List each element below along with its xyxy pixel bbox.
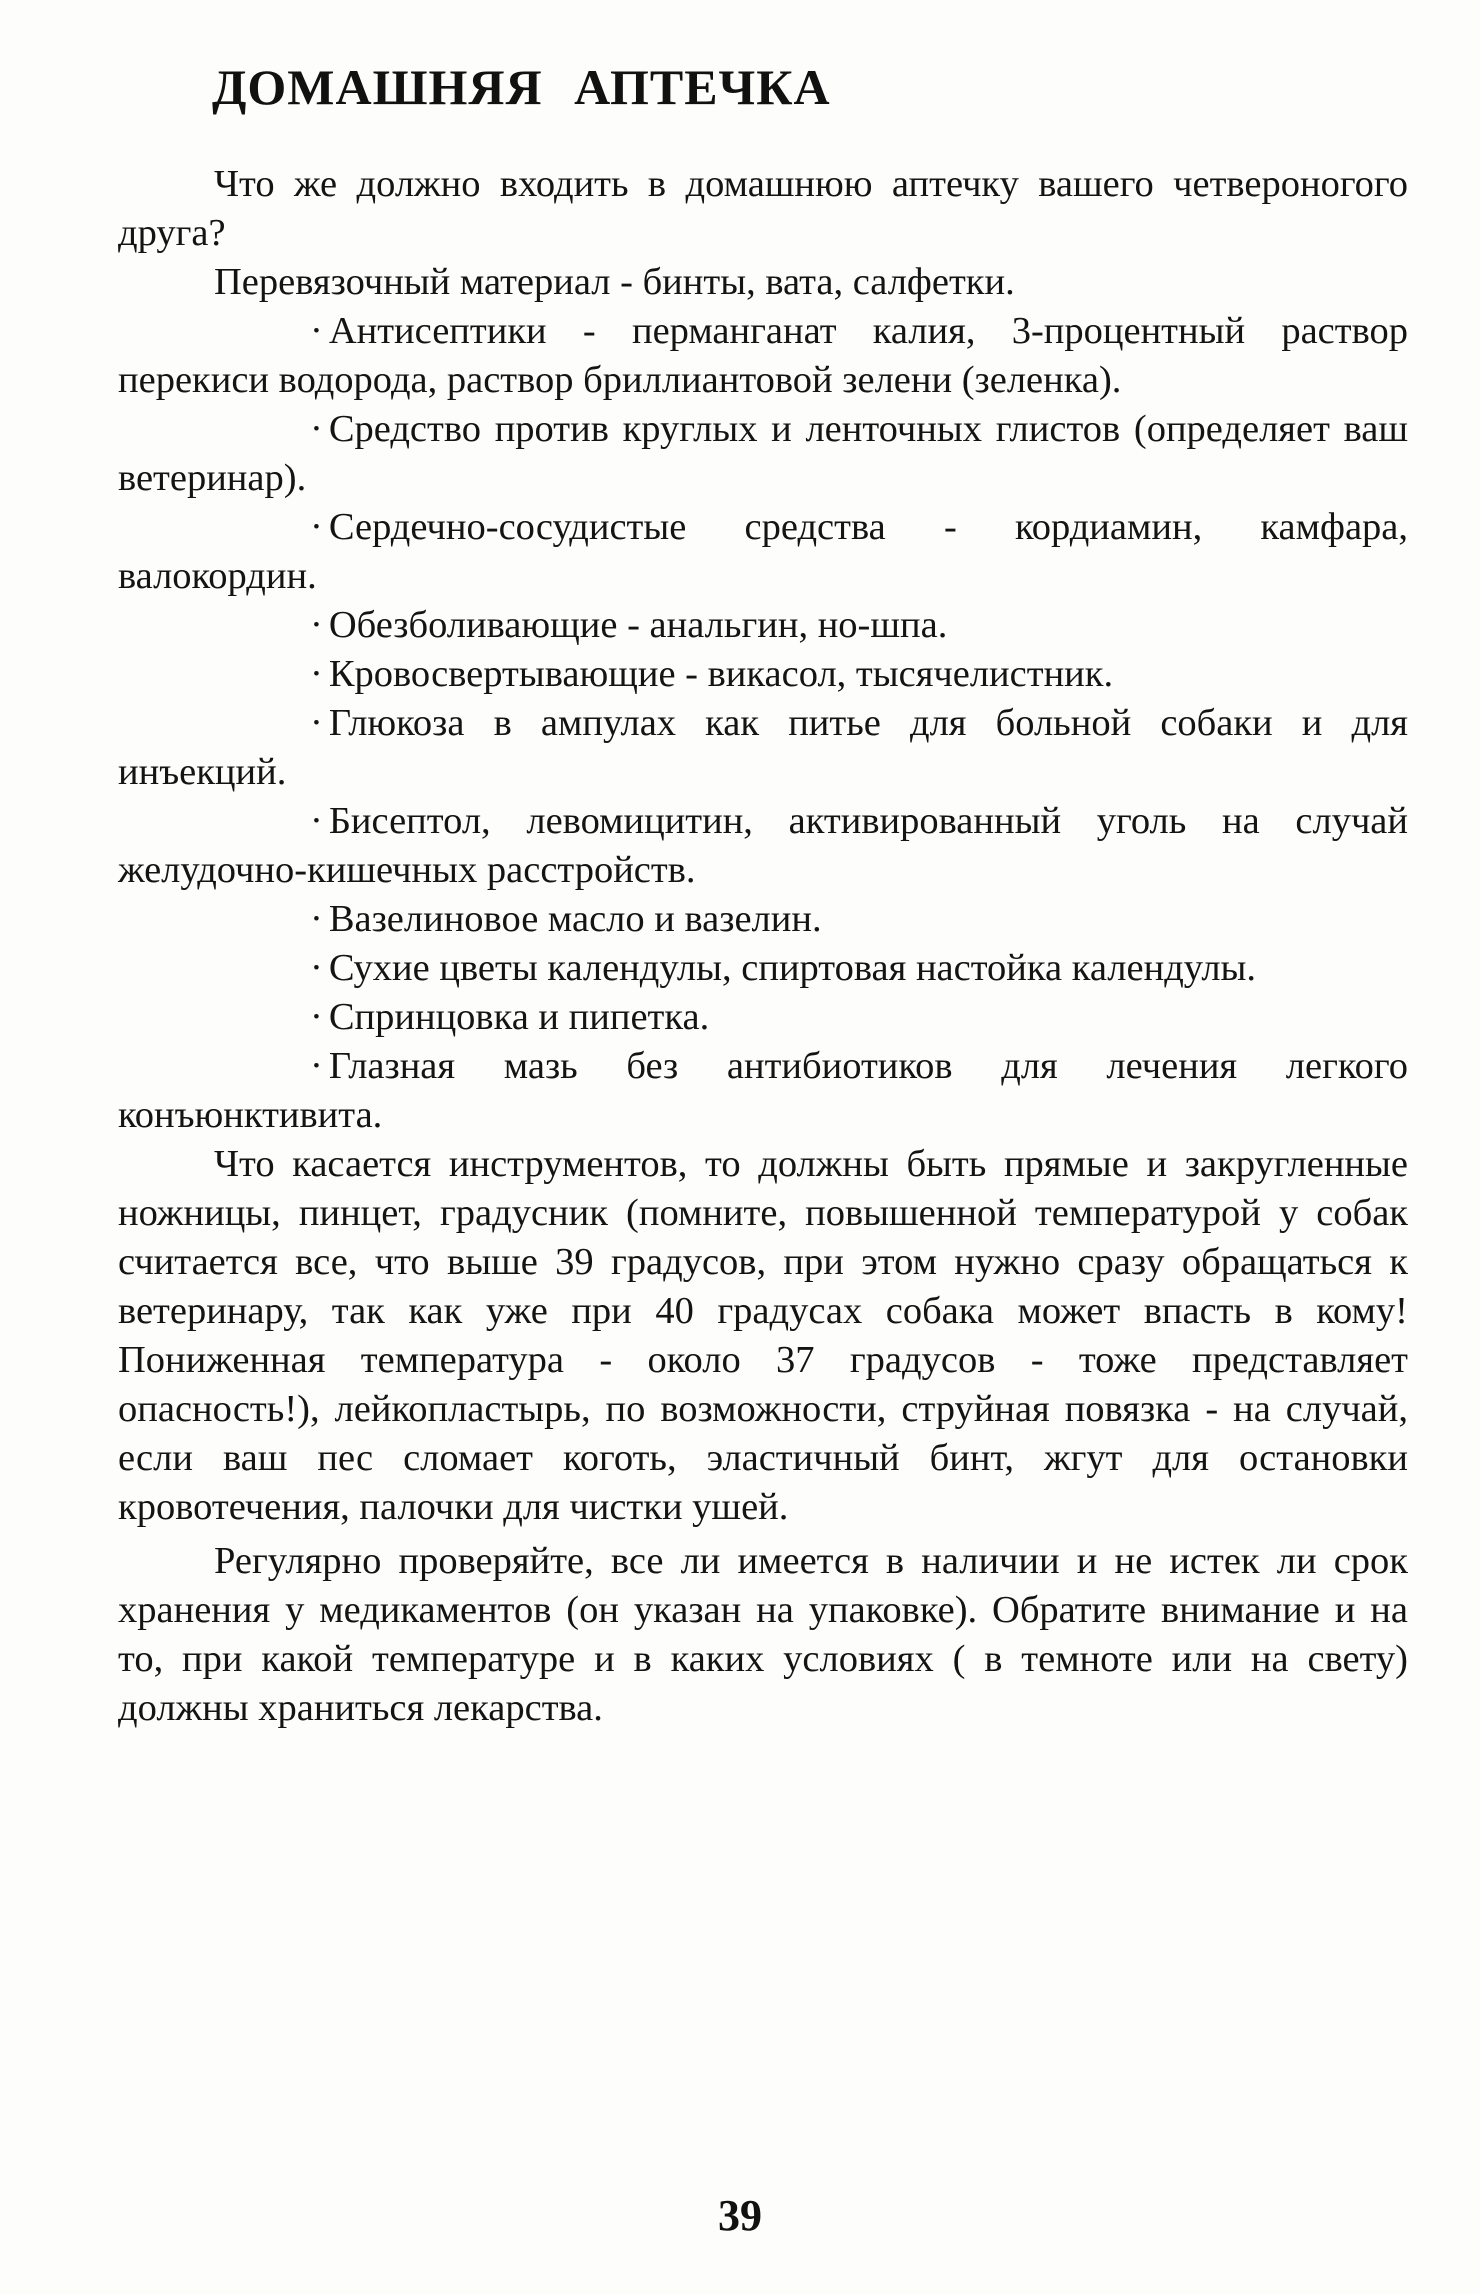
list-item	[118, 699, 1408, 797]
bullet-icon: ·	[310, 506, 323, 548]
list-item	[118, 944, 1408, 993]
list-item-text: Сухие цветы календулы, спиртовая настойка календулы.	[328, 947, 1257, 989]
list-item	[118, 503, 1408, 601]
bullet-icon: ·	[310, 604, 323, 646]
bullet-icon: ·	[310, 653, 323, 695]
list-item	[118, 993, 1408, 1042]
list-item-text: Вазелиновое масло и вазелин.	[328, 898, 822, 940]
list-item	[118, 307, 1408, 405]
list-item	[118, 405, 1408, 503]
list-item	[118, 601, 1408, 650]
list-item-text: Кровосвертывающие - викасол, тысячелистник.	[328, 653, 1114, 695]
bullet-icon: ·	[310, 408, 323, 450]
list-item-text: Спринцовка и пипетка.	[328, 996, 710, 1038]
bullet-icon: ·	[310, 310, 323, 352]
list-item-text: Бисептол, левомицитин, активированный уголь на случай желудочно-кишечных расстройств.	[118, 800, 1408, 891]
storage-paragraph: Регулярно проверяйте, все ли имеется в наличии и не истек ли срок хранения у медикаментов (он указан на упаковке). Обратите внимание и на то, при какой температуре и в каких условиях ( в темноте или на свету) должны храниться лекарства.	[118, 1540, 1408, 1729]
list-item	[118, 895, 1408, 944]
list-item-text: Глюкоза в ампулах как питье для больной собаки и для инъекций.	[118, 702, 1408, 793]
page-number: 39	[718, 2191, 762, 2240]
bullet-icon: ·	[310, 800, 323, 842]
bullet-icon: ·	[310, 996, 323, 1038]
bullet-icon: ·	[310, 947, 323, 989]
page-title: ДОМАШНЯЯ АПТЕЧКА	[212, 59, 831, 115]
list-item-text: Антисептики - перманганат калия, 3-процентный раствор перекиси водорода, раствор бриллиантовой зелени (зеленка).	[118, 310, 1408, 401]
intro-question: Что же должно входить в домашнюю аптечку вашего четвероногого друга?	[118, 163, 1408, 254]
list-item-text: Средство против круглых и ленточных глистов (определяет ваш ветеринар).	[118, 408, 1408, 499]
bullet-icon: ·	[310, 898, 323, 940]
list-item	[118, 650, 1408, 699]
bullet-icon: ·	[310, 1045, 323, 1087]
list-item	[118, 1042, 1408, 1140]
list-item	[118, 797, 1408, 895]
list-item-text: Глазная мазь без антибиотиков для лечения легкого конъюнктивита.	[118, 1045, 1408, 1136]
article-body	[118, 160, 1408, 1733]
intro-dressing: Перевязочный материал - бинты, вата, салфетки.	[214, 261, 1015, 303]
instruments-paragraph: Что касается инструментов, то должны быть прямые и закругленные ножницы, пинцет, градусник (помните, повышенной температурой у собак считается все, что выше 39 градусов, при этом нужно сразу обращаться к ветеринару, так как уже при 40 градусах собака может впасть в кому! Пониженная температура - около 37 градусов - тоже представляет опасность!), лейкопластырь, по возможности, струйная повязка - на случай, если ваш пес сломает коготь, эластичный бинт, жгут для остановки кровотечения, палочки для чистки ушей.	[118, 1143, 1408, 1528]
bullet-icon: ·	[310, 702, 323, 744]
list-item-text: Обезболивающие - анальгин, но-шпа.	[328, 604, 948, 646]
list-item-text: Сердечно-сосудистые средства - кордиамин, камфара, валокордин.	[118, 506, 1408, 597]
